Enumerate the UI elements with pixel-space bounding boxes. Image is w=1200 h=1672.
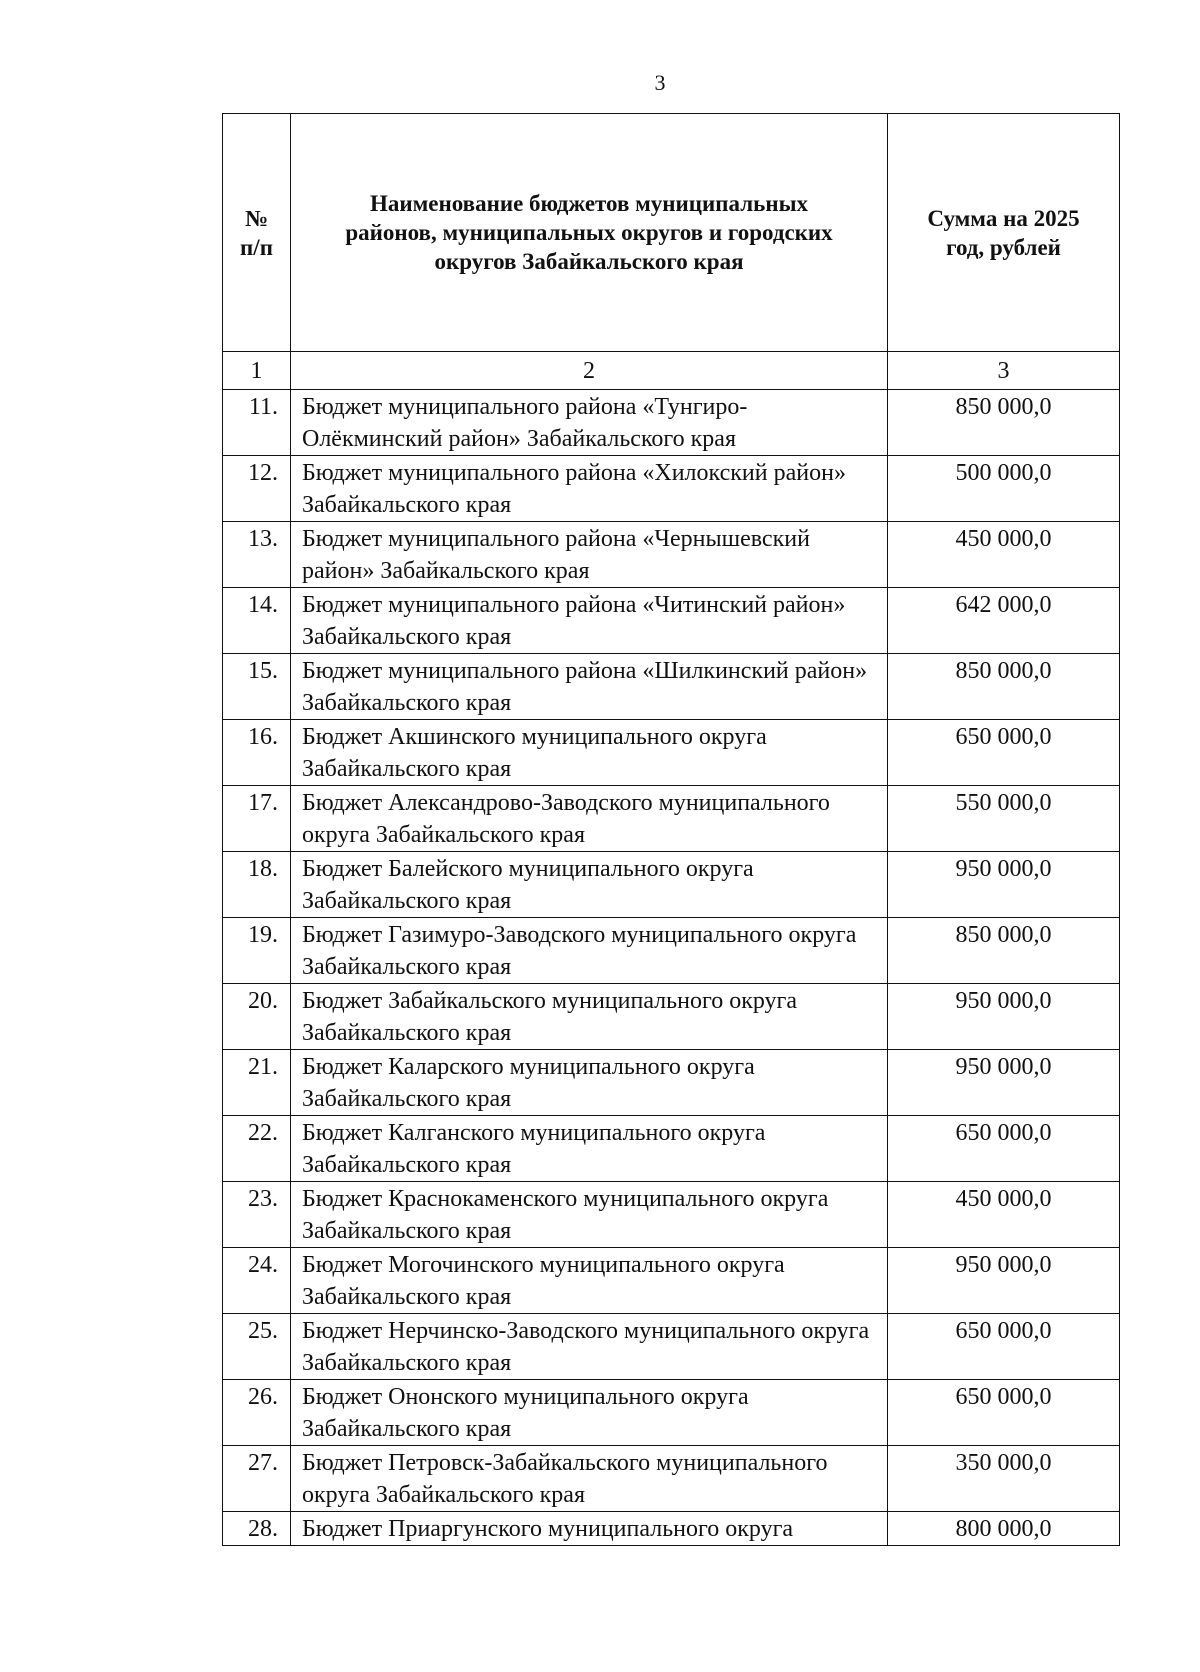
row-number: 15.	[223, 654, 291, 720]
row-budget-name: Бюджет Александрово-Заводского муниципального округа Забайкальского края	[291, 786, 888, 852]
table-row	[223, 1380, 1120, 1446]
row-sum: 950 000,0	[888, 984, 1120, 1050]
page-number: 3	[654, 70, 666, 95]
row-budget-name: Бюджет Балейского муниципального округа Забайкальского края	[291, 852, 888, 918]
row-number: 22.	[223, 1116, 291, 1182]
row-number: 16.	[223, 720, 291, 786]
row-sum: 850 000,0	[888, 390, 1120, 456]
row-number: 13.	[223, 522, 291, 588]
row-number: 27.	[223, 1446, 291, 1512]
row-sum: 950 000,0	[888, 852, 1120, 918]
table-row	[223, 852, 1120, 918]
column-number: 1	[223, 352, 291, 390]
row-sum: 500 000,0	[888, 456, 1120, 522]
table-row	[223, 1182, 1120, 1248]
table-row	[223, 1446, 1120, 1512]
table-row	[223, 1512, 1120, 1546]
row-number: 14.	[223, 588, 291, 654]
row-sum: 550 000,0	[888, 786, 1120, 852]
row-budget-name: Бюджет Ононского муниципального округа Забайкальского края	[291, 1380, 888, 1446]
row-sum: 350 000,0	[888, 1446, 1120, 1512]
row-sum: 800 000,0	[888, 1512, 1120, 1546]
row-number: 20.	[223, 984, 291, 1050]
row-budget-name: Бюджет Забайкальского муниципального округа Забайкальского края	[291, 984, 888, 1050]
table-header-row	[223, 114, 1120, 352]
row-sum: 850 000,0	[888, 654, 1120, 720]
row-number: 25.	[223, 1314, 291, 1380]
table-row	[223, 522, 1120, 588]
row-budget-name: Бюджет Акшинского муниципального округа Забайкальского края	[291, 720, 888, 786]
row-budget-name: Бюджет муниципального района «Шилкинский район» Забайкальского края	[291, 654, 888, 720]
budget-table	[222, 113, 1120, 1546]
row-number: 21.	[223, 1050, 291, 1116]
table-row	[223, 654, 1120, 720]
table-row	[223, 918, 1120, 984]
table-row	[223, 456, 1120, 522]
row-budget-name: Бюджет Краснокаменского муниципального округа Забайкальского края	[291, 1182, 888, 1248]
row-budget-name: Бюджет Приаргунского муниципального округа	[291, 1512, 888, 1546]
table-row	[223, 588, 1120, 654]
row-budget-name: Бюджет муниципального района «Тунгиро-Олёкминский район» Забайкальского края	[291, 390, 888, 456]
table-row	[223, 1314, 1120, 1380]
row-budget-name: Бюджет Могочинского муниципального округа Забайкальского края	[291, 1248, 888, 1314]
row-budget-name: Бюджет Калганского муниципального округа Забайкальского края	[291, 1116, 888, 1182]
row-number: 11.	[223, 390, 291, 456]
table-row	[223, 786, 1120, 852]
column-number: 2	[291, 352, 888, 390]
row-sum: 650 000,0	[888, 720, 1120, 786]
table-row	[223, 1248, 1120, 1314]
row-sum: 450 000,0	[888, 522, 1120, 588]
row-number: 18.	[223, 852, 291, 918]
row-sum: 650 000,0	[888, 1314, 1120, 1380]
row-number: 12.	[223, 456, 291, 522]
table-row	[223, 1116, 1120, 1182]
row-number: 17.	[223, 786, 291, 852]
row-sum: 650 000,0	[888, 1380, 1120, 1446]
row-sum: 950 000,0	[888, 1248, 1120, 1314]
table-row	[223, 390, 1120, 456]
row-sum: 950 000,0	[888, 1050, 1120, 1116]
row-number: 28.	[223, 1512, 291, 1546]
row-sum: 642 000,0	[888, 588, 1120, 654]
row-budget-name: Бюджет муниципального района «Хилокский район» Забайкальского края	[291, 456, 888, 522]
table-row	[223, 720, 1120, 786]
header-name: Наименование бюджетов муниципальных районов, муниципальных округов и городских округов Забайкальского края	[291, 114, 888, 352]
column-number: 3	[888, 352, 1120, 390]
row-sum: 650 000,0	[888, 1116, 1120, 1182]
row-budget-name: Бюджет Нерчинско-Заводского муниципального округа Забайкальского края	[291, 1314, 888, 1380]
table-row	[223, 1050, 1120, 1116]
row-budget-name: Бюджет муниципального района «Чернышевский район» Забайкальского края	[291, 522, 888, 588]
row-sum: 450 000,0	[888, 1182, 1120, 1248]
header-sum: Сумма на 2025 год, рублей	[888, 114, 1120, 352]
row-budget-name: Бюджет Газимуро-Заводского муниципального округа Забайкальского края	[291, 918, 888, 984]
row-number: 23.	[223, 1182, 291, 1248]
row-number: 19.	[223, 918, 291, 984]
row-number: 26.	[223, 1380, 291, 1446]
row-budget-name: Бюджет Каларского муниципального округа Забайкальского края	[291, 1050, 888, 1116]
column-numbers-row	[223, 352, 1120, 390]
header-number: № п/п	[223, 114, 291, 352]
row-number: 24.	[223, 1248, 291, 1314]
row-budget-name: Бюджет Петровск-Забайкальского муниципального округа Забайкальского края	[291, 1446, 888, 1512]
row-sum: 850 000,0	[888, 918, 1120, 984]
table-row	[223, 984, 1120, 1050]
row-budget-name: Бюджет муниципального района «Читинский район» Забайкальского края	[291, 588, 888, 654]
